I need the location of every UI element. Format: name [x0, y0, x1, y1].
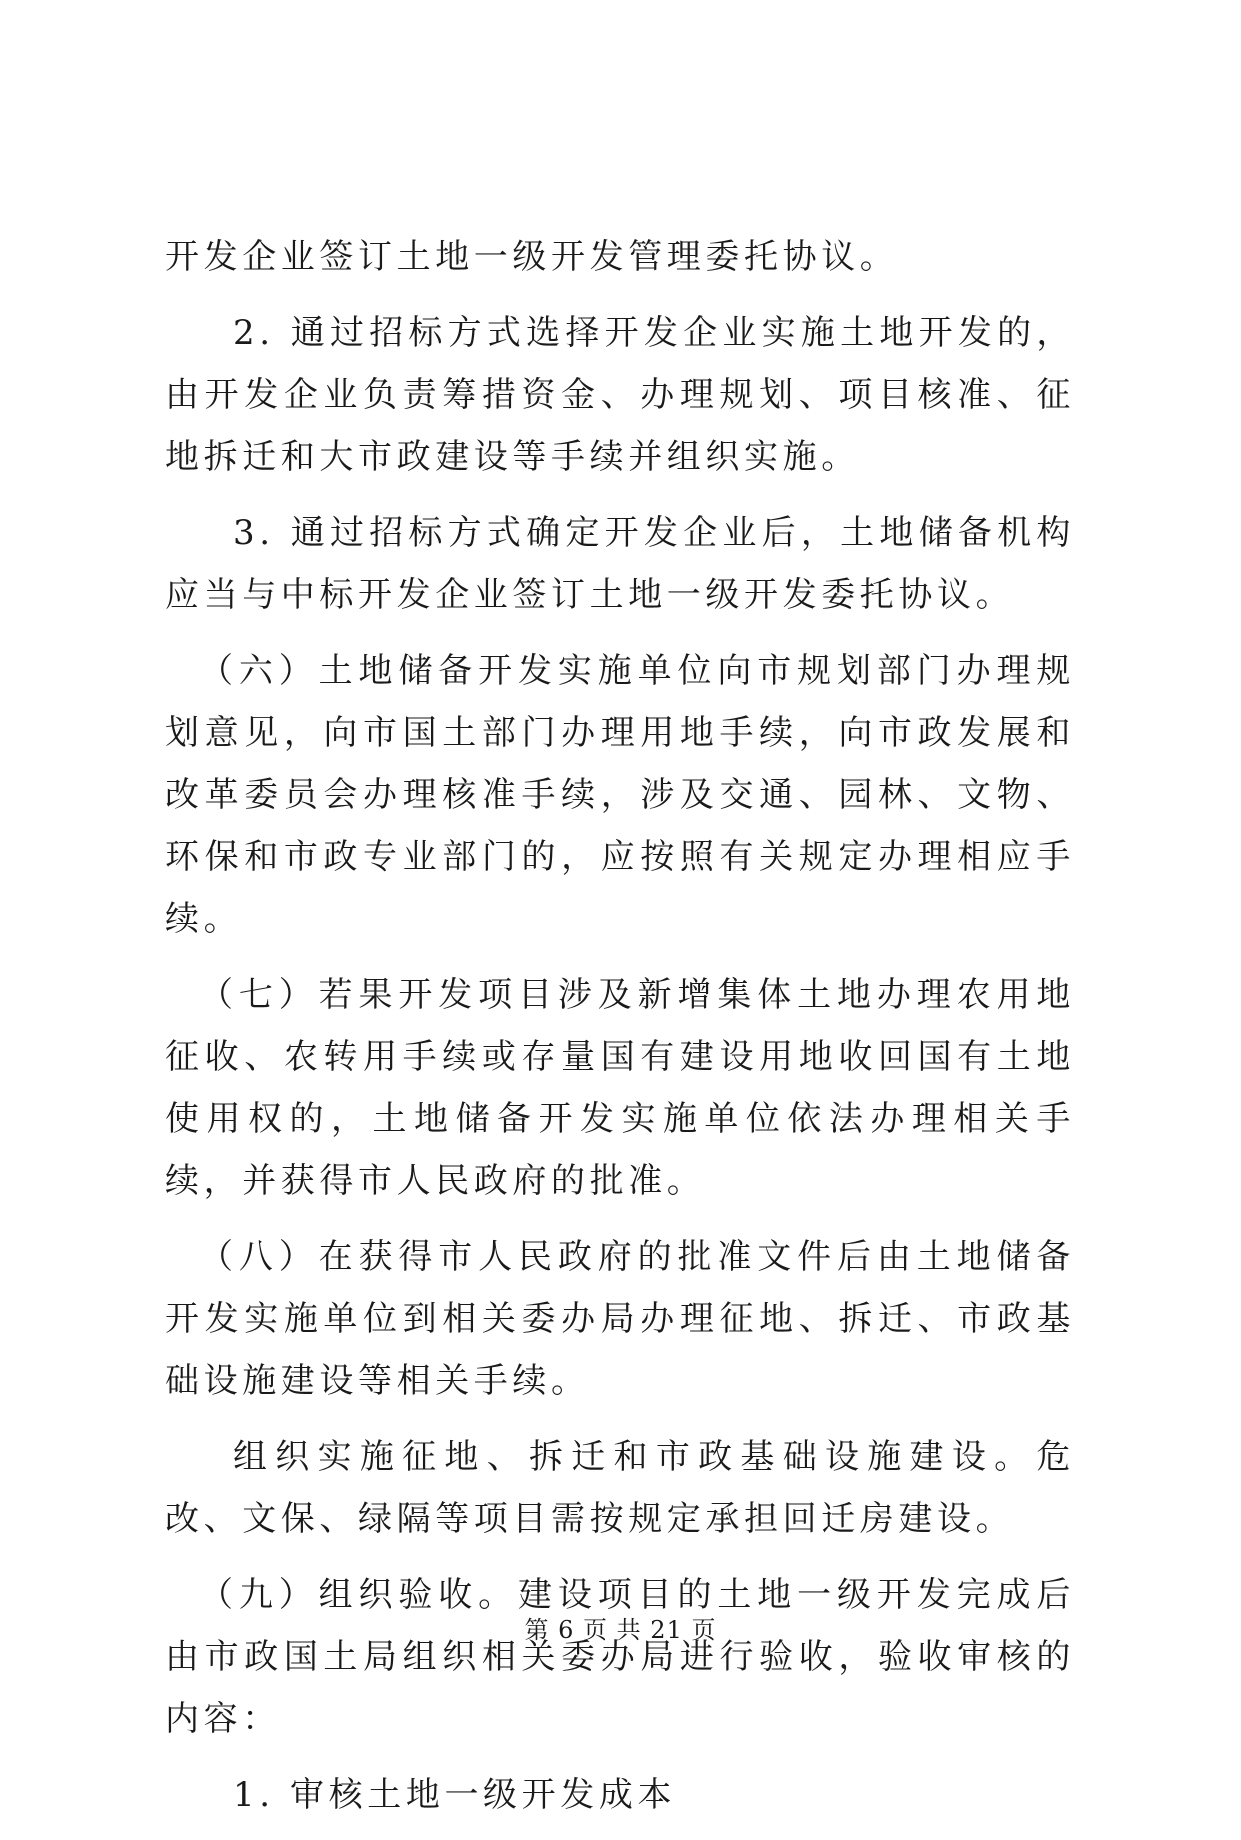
paragraph-section-6: （六）土地储备开发实施单位向市规划部门办理规划意见，向市国土部门办理用地手续，向市政发展和改革委员会办理核准手续，涉及交通、园林、文物、环保和市政专业部门的，应按照有关规定办理相应手续。: [165, 651, 1075, 939]
page-number-footer: 第 6 页 共 21 页: [524, 1616, 717, 1644]
paragraph-section-9: （九）组织验收。建设项目的土地一级开发完成后由市政国土局组织相关委办局进行验收，验收审核的内容：: [165, 1575, 1075, 1739]
document-body: [165, 226, 1075, 1840]
paragraph-item-1: 1. 审核土地一级开发成本: [233, 1775, 677, 1815]
paragraph-implementation: 组织实施征地、拆迁和市政基础设施建设。危改、文保、绿隔等项目需按规定承担回迁房建设。: [165, 1437, 1075, 1539]
paragraph-item-3: 3. 通过招标方式确定开发企业后，土地储备机构应当与中标开发企业签订土地一级开发委托协议。: [165, 513, 1075, 615]
paragraph-continuation: 开发企业签订土地一级开发管理委托协议。: [165, 237, 899, 277]
paragraph-item-2: 2. 通过招标方式选择开发企业实施土地开发的，由开发企业负责筹措资金、办理规划、项目核准、征地拆迁和大市政建设等手续并组织实施。: [165, 313, 1075, 477]
paragraph-section-8: （八）在获得市人民政府的批准文件后由土地储备开发实施单位到相关委办局办理征地、拆迁、市政基础设施建设等相关手续。: [165, 1237, 1075, 1401]
paragraph-section-7: （七）若果开发项目涉及新增集体土地办理农用地征收、农转用手续或存量国有建设用地收回国有土地使用权的，土地储备开发实施单位依法办理相关手续，并获得市人民政府的批准。: [165, 975, 1075, 1201]
